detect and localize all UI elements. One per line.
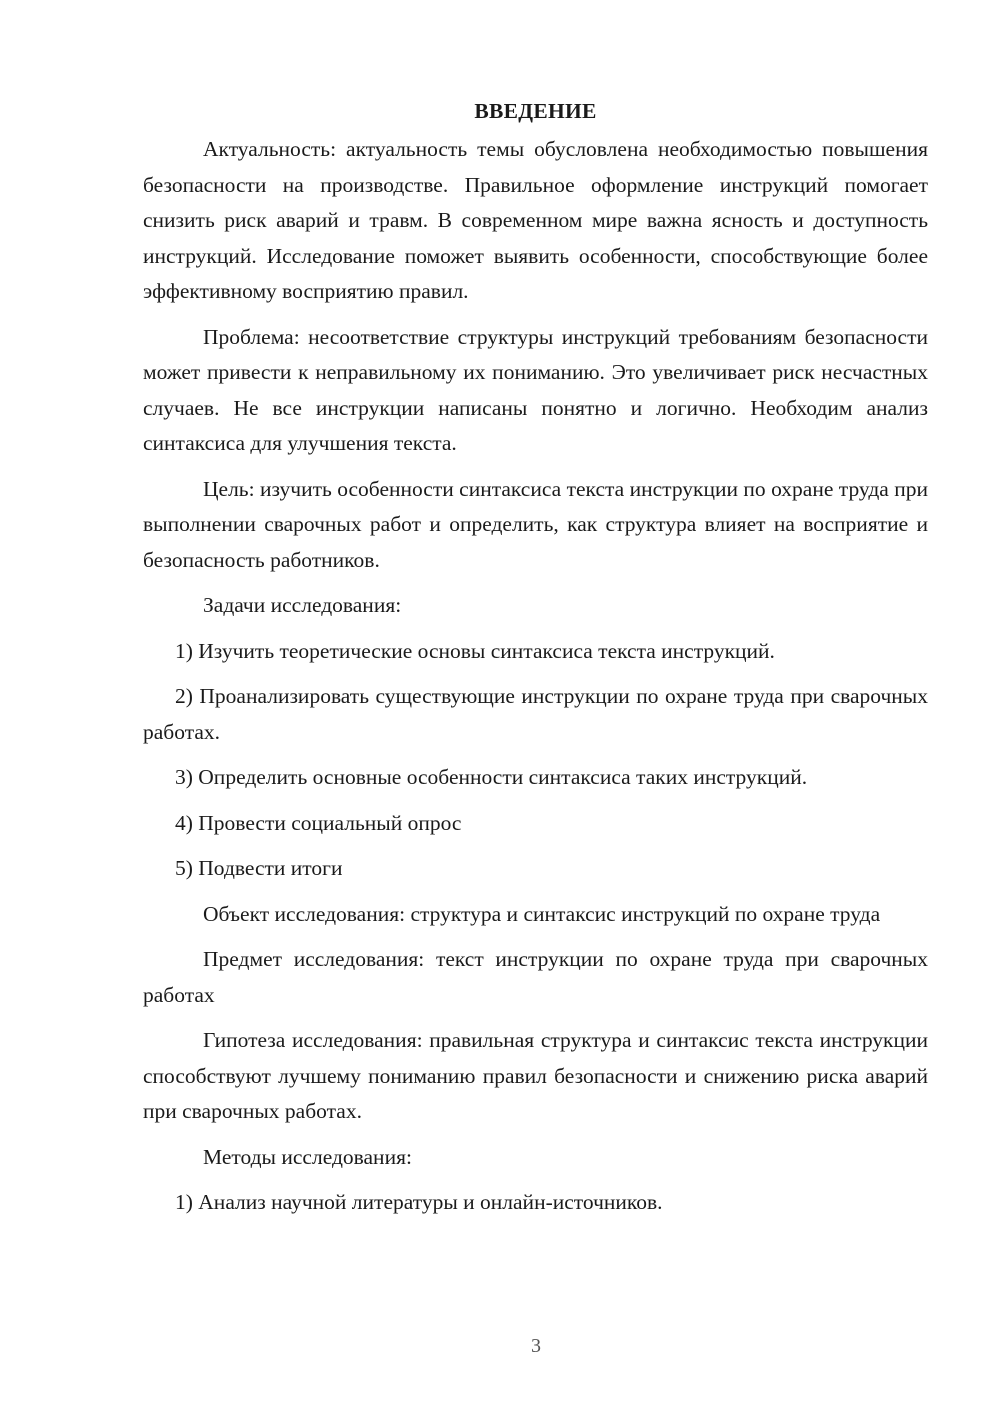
methods-heading: Методы исследования: [203, 1144, 412, 1169]
document-body [143, 96, 928, 1221]
section-heading: ВВЕДЕНИЕ [474, 99, 597, 123]
page-number: 3 [531, 1335, 541, 1357]
paragraph-hypothesis: Гипотеза исследования: правильная структура и синтаксис текста инструкции способствуют лучшему пониманию правил безопасности и снижению риска аварий при сварочных работах. [143, 1028, 928, 1123]
paragraph-goal: Цель: изучить особенности синтаксиса текста инструкции по охране труда при выполнении сварочных работ и определить, как структура влияет на восприятие и безопасность работников. [143, 476, 928, 572]
method-item-1: 1) Анализ научной литературы и онлайн-источников. [175, 1190, 663, 1214]
task-item-4: 4) Провести социальный опрос [175, 810, 462, 835]
task-item-5: 5) Подвести итоги [175, 856, 343, 880]
task-item-3: 3) Определить основные особенности синтаксиса таких инструкций. [175, 765, 808, 789]
task-item-1: 1) Изучить теоретические основы синтаксиса текста инструкций. [175, 638, 775, 663]
paragraph-subject: Предмет исследования: текст инструкции по охране труда при сварочных работах [143, 947, 928, 1007]
tasks-heading: Задачи исследования: [203, 593, 402, 617]
paragraph-relevance: Актуальность: актуальность темы обусловлена необходимостью повышения безопасности на производстве. Правильное оформление инструкций помогает снизить риск аварий и травм. В современном мире важна ясность и доступность инструкций. Исследование поможет выявить особенности, способствующие более эффективному восприятию правил. [143, 137, 928, 303]
paragraph-problem: Проблема: несоответствие структуры инструкций требованиям безопасности может привести к неправильному их пониманию. Это увеличивает риск несчастных случаев. Не все инструкции написаны понятно и логично. Необходим анализ синтаксиса для улучшения текста. [143, 324, 928, 455]
task-item-2: 2) Проанализировать существующие инструкции по охране труда при сварочных работах. [143, 684, 928, 744]
paragraph-object: Объект исследования: структура и синтаксис инструкций по охране труда [203, 901, 881, 926]
